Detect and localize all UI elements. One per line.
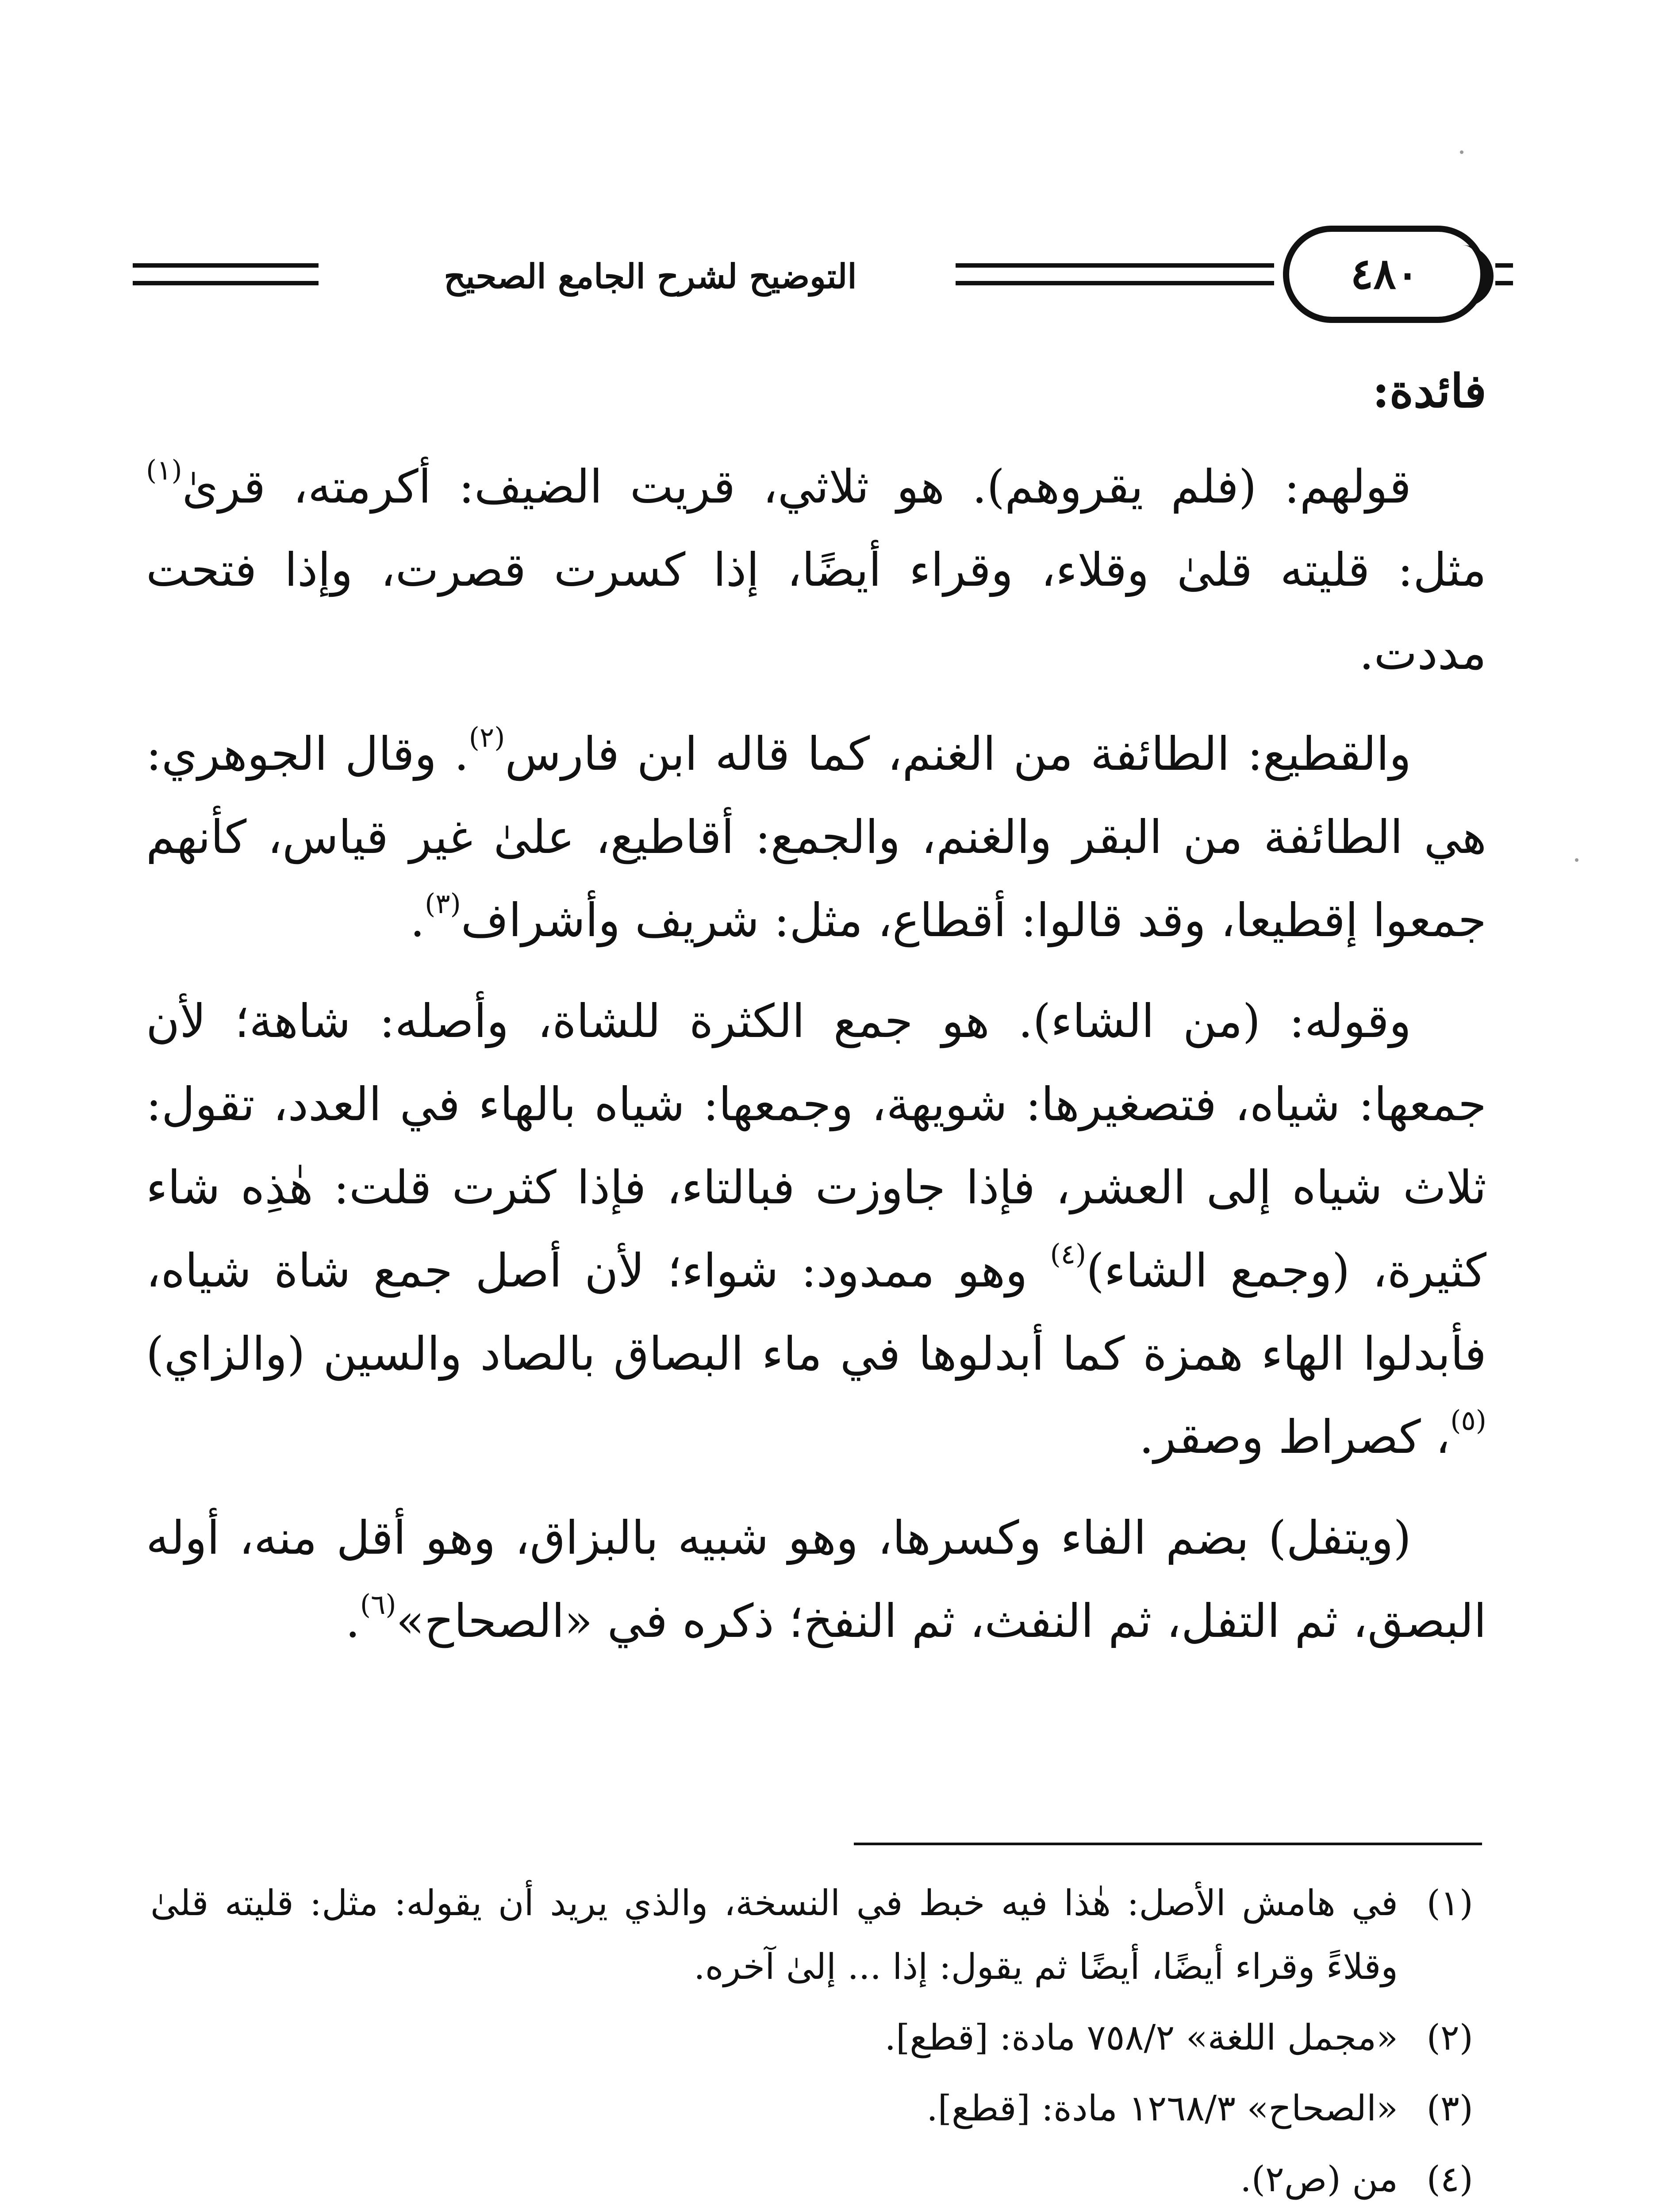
page-header (133, 226, 1513, 327)
scan-speck (1460, 150, 1463, 154)
scan-speck (1575, 858, 1578, 862)
main-text (146, 349, 1486, 1680)
paragraph (146, 712, 1486, 962)
footnote-number: (٣) (1426, 2088, 1473, 2129)
text-run: (ويتفل) بضم الفاء وكسرها، وهو شبيه بالبزاق، وهو أقل منه، أوله البصق، ثم التفل، ثم النفث، ثم النفخ؛ ذكره في «الصحاح» (146, 1511, 1486, 1648)
footnote (150, 2006, 1486, 2070)
header-rule-right (1495, 263, 1513, 268)
footnote-ref: (٦) (360, 1588, 396, 1621)
text-run: وقوله: (من الشاء). هو جمع الكثرة للشاة، وأصله: شاهة؛ لأن جمعها: شياه، فتصغيرها: شويهة، وجمعها: شياه بالهاء في العدد، تقول: ثلاث شياه إلى العشر، فإذا جاوزت فبالتاء، فإذا كثرت قلت: هٰذِه شاء كثيرة، (وجمع الشاء) (146, 994, 1486, 1298)
text-run: وهو ممدود: شواء؛ لأن أصل جمع شاة شياه، فأبدلوا الهاء همزة كما أبدلوها في ماء البصاق بالصاد والسين (والزاي) (146, 1244, 1486, 1381)
text-run: ، كصراط وصقر. (1139, 1410, 1451, 1464)
footnote-ref: (١) (146, 454, 182, 486)
paragraph (146, 1496, 1486, 1663)
text-run: . وقال الجوهري: هي الطائفة من البقر والغنم، والجمع: أقاطيع، علىٰ غير قياس، كأنهم جمعوا إقطيعا، وقد قالوا: أقطاع، مثل: شريف وأشراف (146, 727, 1486, 947)
footnote-number: (٢) (1426, 2017, 1473, 2058)
header-rule-left (133, 263, 319, 268)
footnote-number: (١) (1426, 1882, 1473, 1924)
footnote-text: في هامش الأصل: هٰذا فيه خبط في النسخة، والذي يريد أن يقوله: مثل: قليته قلىٰ وقلاءً وقراء أيضًا، أيضًا ثم يقول: إذا ... إلىٰ آخره. (150, 1882, 1398, 1987)
text-run: قولهم: (فلم يقروهم). هو ثلاثي، قريت الضيف: أكرمته، قرىٰ (182, 460, 1411, 514)
footnote (150, 2077, 1486, 2140)
footnote-ref: (٥) (1450, 1404, 1486, 1436)
footnote-ref: (٢) (469, 721, 505, 753)
text-run: مثل: قليته قلىٰ وقلاء، وقراء أيضًا، إذا كسرت قصرت، وإذا فتحت مددت. (146, 543, 1486, 680)
footnote-separator (854, 1843, 1482, 1845)
header-rule-middle (956, 281, 1274, 285)
page-number: ٤٨٠ (1350, 249, 1419, 299)
footnote-ref: (٣) (425, 887, 461, 920)
section-title: فائدة: (1372, 364, 1486, 418)
page-number-badge (1283, 226, 1486, 323)
text-run: . (345, 1594, 360, 1648)
footnote-text: من (ص٢). (1240, 2158, 1398, 2200)
footnote (150, 1871, 1486, 1999)
footnote-ref: (٤) (1050, 1238, 1087, 1270)
text-run: . (410, 893, 425, 947)
running-title: التوضيح لشرح الجامع الصحيح (380, 250, 920, 303)
footnote-text: «الصحاح» ١٢٦٨/٣ مادة: [قطع]. (926, 2088, 1398, 2129)
header-rule-middle (956, 263, 1274, 268)
footnotes (150, 1871, 1486, 2212)
footnote (150, 2147, 1486, 2211)
paragraph (146, 979, 1486, 1479)
footnote-text: «مجمل اللغة» ٧٥٨/٢ مادة: [قطع]. (884, 2017, 1398, 2058)
paragraph (146, 445, 1486, 695)
text-run: والقطيع: الطائفة من الغنم، كما قاله ابن فارس (505, 727, 1411, 781)
footnote-number: (٤) (1426, 2158, 1473, 2200)
header-rule-right (1495, 281, 1513, 285)
header-rule-left (133, 281, 319, 285)
